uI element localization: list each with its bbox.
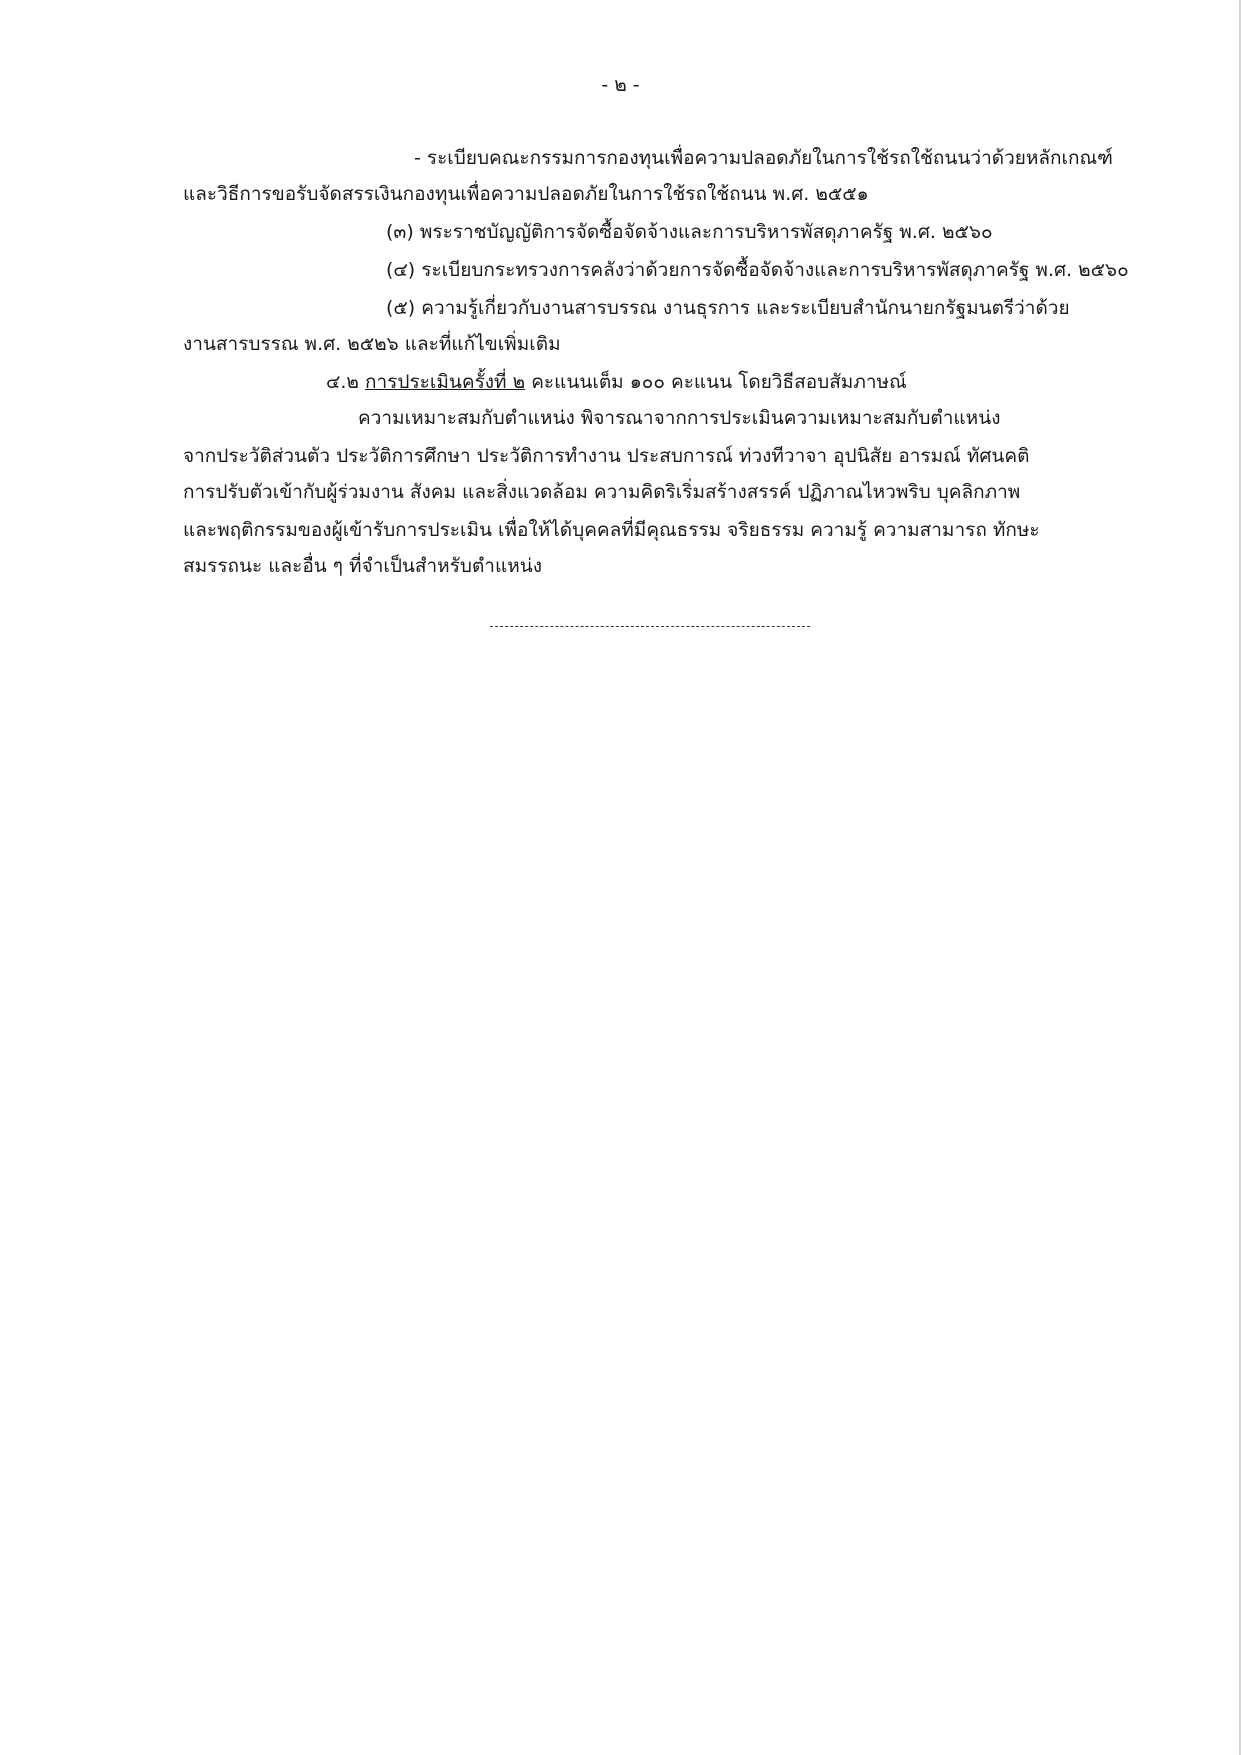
section-number: ๔.๒ — [326, 371, 359, 393]
list-item-5: (๕) ความรู้เกี่ยวกับงานสารบรรณ งานธุรการ และระเบียบสำนักนายกรัฐมนตรีว่าด้วย — [386, 297, 1070, 319]
section-4-2-heading — [326, 370, 907, 394]
list-item-4: (๔) ระเบียบกระทรวงการคลังว่าด้วยการจัดซื้อจัดจ้างและการบริหารพัสดุภาครัฐ พ.ศ. ๒๕๖๐ — [386, 259, 1129, 281]
paragraph-line-3: การปรับตัวเข้ากับผู้ร่วมงาน สังคม และสิ่งแวดล้อม ความคิดริเริ่มสร้างสรรค์ ปฏิภาณไหวพริบ บุคลิกภาพ — [183, 481, 1021, 503]
paragraph-line-4: และพฤติกรรมของผู้เข้ารับการประเมิน เพื่อให้ได้บุคคลที่มีคุณธรรม จริยธรรม ความรู้ ความสามารถ ทักษะ — [183, 519, 1040, 541]
section-detail: คะแนนเต็ม ๑๐๐ คะแนน โดยวิธีสอบสัมภาษณ์ — [531, 371, 907, 393]
paragraph-line-5: สมรรถนะ และอื่น ๆ ที่จำเป็นสำหรับตำแหน่ง — [183, 555, 543, 577]
end-divider — [490, 626, 810, 627]
paragraph-line-2: จากประวัติส่วนตัว ประวัติการศึกษา ประวัติการทำงาน ประสบการณ์ ท่วงทีวาจา อุปนิสัย อารมณ์ ทัศนคติ — [183, 445, 1030, 467]
page-number: - ๒ - — [601, 74, 640, 96]
list-item-regulation-fund-cont: และวิธีการขอรับจัดสรรเงินกองทุนเพื่อความปลอดภัยในการใช้รถใช้ถนน พ.ศ. ๒๕๕๑ — [183, 183, 869, 205]
section-title: การประเมินครั้งที่ ๒ — [365, 371, 526, 393]
list-item-regulation-fund: - ระเบียบคณะกรรมการกองทุนเพื่อความปลอดภัยในการใช้รถใช้ถนนว่าด้วยหลักเกณฑ์ — [414, 147, 1113, 169]
list-item-3: (๓) พระราชบัญญัติการจัดซื้อจัดจ้างและการบริหารพัสดุภาครัฐ พ.ศ. ๒๕๖๐ — [386, 221, 993, 243]
list-item-5-cont: งานสารบรรณ พ.ศ. ๒๕๒๖ และที่แก้ไขเพิ่มเติม — [183, 333, 561, 355]
paragraph-line-1: ความเหมาะสมกับตำแหน่ง พิจารณาจากการประเมินความเหมาะสมกับตำแหน่ง — [358, 407, 1001, 429]
